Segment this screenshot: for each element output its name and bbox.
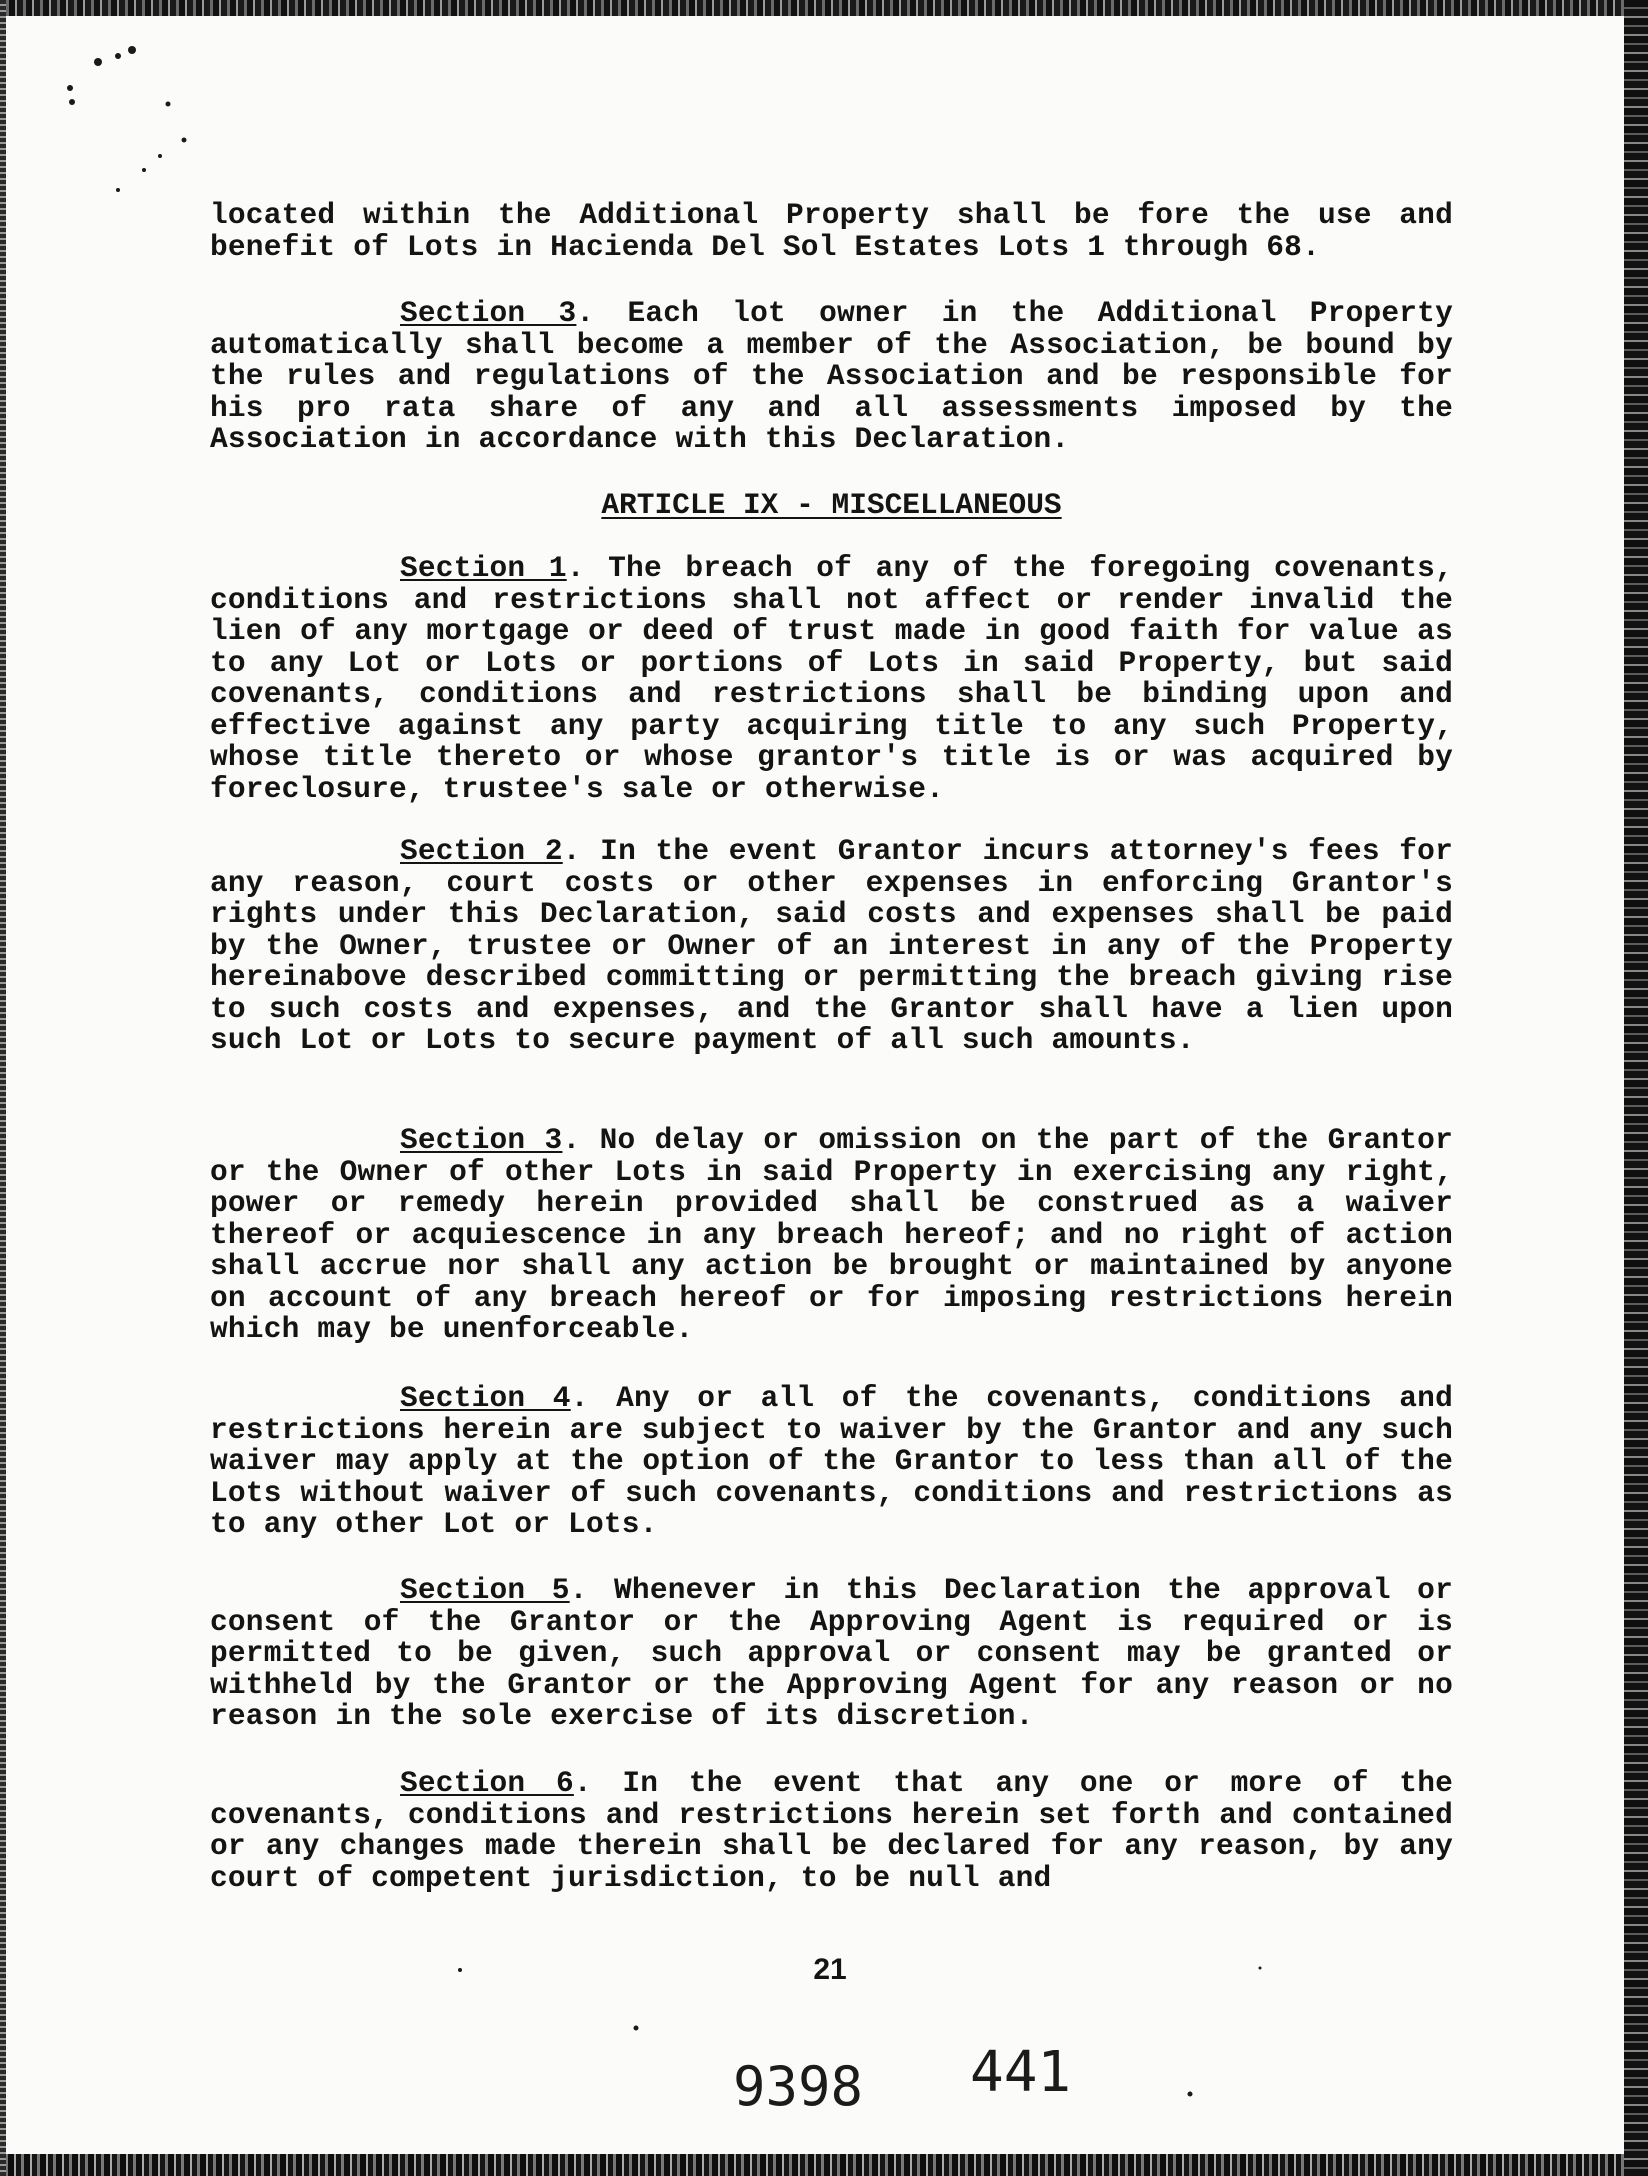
section-label: Section 2	[400, 834, 563, 868]
section-label: Section 4	[400, 1381, 571, 1415]
section-label: Section 5	[400, 1573, 570, 1607]
recording-stamp-book: 9398	[733, 2055, 864, 2118]
section-6-paragraph	[210, 1768, 1453, 1894]
section-text: . Any or all of the covenants, conditions and restrictions herein are subject to waiver by the Grantor and any such waiver may apply at the option of the Grantor to less than all of the Lots without waiver of such covenants, conditions and restrictions as to any other Lot or Lots.	[210, 1381, 1453, 1541]
section-label: Section 6	[400, 1766, 574, 1800]
opening-paragraph	[210, 200, 1453, 263]
section-5-paragraph	[210, 1575, 1453, 1733]
page-number: 21	[813, 1953, 847, 1986]
section-label: Section 3	[400, 1123, 563, 1157]
section-text: . Each lot owner in the Additional Property automatically shall become a member of the Association, be bound by the rules and regulations of the Association and be responsible for his pro rata share of any and all assessments imposed by the Association in accordance with this Declaration.	[210, 296, 1453, 456]
section-label: Section 1	[400, 551, 567, 585]
opening-paragraph-text: located within the Additional Property shall be fore the use and benefit of Lots in Hacienda Del Sol Estates Lots 1 through 68.	[210, 198, 1453, 264]
section-text: . In the event that any one or more of the covenants, conditions and restrictions herein set forth and contained or any changes made therein shall be declared for any reason, by any court of competent jurisdiction, to be null and	[210, 1766, 1453, 1895]
section-text: . Whenever in this Declaration the approval or consent of the Grantor or the Approving Agent is required or is permitted to be given, such approval or consent may be granted or withheld by the Grantor or the Approving Agent for any reason or no reason in the sole exercise of its discretion.	[210, 1573, 1453, 1733]
section-text: . In the event Grantor incurs attorney's fees for any reason, court costs or other expenses in enforcing Grantor's rights under this Declaration, said costs and expenses shall be paid by the Owner, trustee or Owner of an interest in any of the Property hereinabove described committing or permitting the breach giving rise to such costs and expenses, and the Grantor shall have a lien upon such Lot or Lots to secure payment of all such amounts.	[210, 834, 1453, 1057]
recording-stamp-page: 441	[970, 2040, 1072, 2105]
section-3-paragraph	[210, 1125, 1453, 1346]
section-2-paragraph	[210, 836, 1453, 1057]
section-4-paragraph	[210, 1383, 1453, 1541]
section-label: Section 3	[400, 296, 577, 330]
section-1-paragraph	[210, 553, 1453, 805]
pre-section-3-paragraph	[210, 298, 1453, 456]
section-text: . No delay or omission on the part of the Grantor or the Owner of other Lots in said Property in exercising any right, power or remedy herein provided shall be construed as a waiver thereof or acquiescence in any breach hereof; and no right of action shall accrue nor shall any action be brought or maintained by anyone on account of any breach hereof or for imposing restrictions herein which may be unenforceable.	[210, 1123, 1453, 1346]
article-heading: ARTICLE IX - MISCELLANEOUS	[601, 488, 1062, 522]
section-text: . The breach of any of the foregoing covenants, conditions and restrictions shall not affect or render invalid the lien of any mortgage or deed of trust made in good faith for value as to any Lot or Lots or portions of Lots in said Property, but said covenants, conditions and restrictions shall be binding upon and effective against any party acquiring title to any such Property, whose title thereto or whose grantor's title is or was acquired by foreclosure, trustee's sale or otherwise.	[210, 551, 1453, 806]
